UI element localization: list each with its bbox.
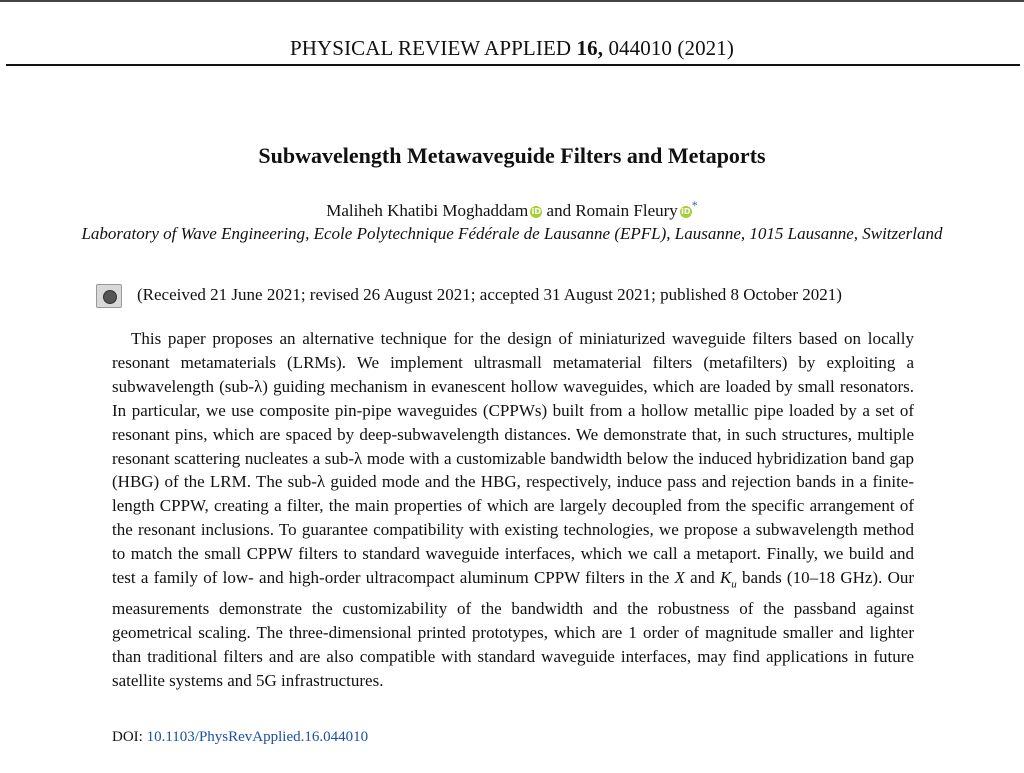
author-list [0,198,1024,221]
top-border [0,0,1024,2]
author-name[interactable]: Maliheh Khatibi Moghaddam [326,201,529,220]
author-separator: and [546,201,572,220]
paper-title: Subwavelength Metawaveguide Filters and Metaports [258,143,766,168]
publication-dates: (Received 21 June 2021; revised 26 August 2021; accepted 31 August 2021; published 8 October 2021) [137,285,842,304]
journal-name: PHYSICAL REVIEW APPLIED [290,36,572,60]
journal-header [0,36,1024,61]
doi-label: DOI: [112,729,143,745]
crossmark-icon[interactable] [96,284,122,308]
publication-history [96,284,956,310]
author-name[interactable]: Romain Fleury [575,201,678,220]
journal-volume: 16, [576,36,604,60]
header-rule [6,64,1020,66]
affiliation: Laboratory of Wave Engineering, Ecole Polytechnique Fédérale de Lausanne (EPFL), Lausanne, 1015 Lausanne, Switzerland [81,224,943,243]
orcid-icon[interactable]: iD [681,207,691,216]
orcid-icon[interactable]: iD [531,207,541,216]
abstract: This paper proposes an alternative technique for the design of miniaturized waveguide filters based on locally resonant metamaterials (LRMs). We implement ultrasmall metamaterial filters (metafilters) by exploiting a subwavelength (sub-λ) guiding mechanism in evanescent hollow waveguides, which are loaded by small resonators. In particular, we use composite pin-pipe waveguides (CPPWs) built from a hollow metallic pipe loaded by a set of resonant pins, which are spaced by deep-subwavelength distances. We demonstrate that, in such structures, multiple resonant scattering nucleates a sub-λ mode with a customizable bandwidth below the induced hybridization band gap (HBG) of the LRM. The sub-λ guided mode and the HBG, respectively, induce pass and rejection bands in a finite-length CPPW, creating a filter, the main properties of which are largely decoupled from the specific arrangement of the resonant inclusions. To guarantee compatibility with existing technologies, we propose a subwavelength method to match the small CPPW filters to standard waveguide interfaces, which we call a metaport. Finally, we build and test a family of low- and high-order ultracompact aluminum CPPW filters in the X and $K_u$ bands (10–18 GHz). Our measurements demonstrate the customizability of the bandwidth and the robustness of the passband against geometrical scaling. The three-dimensional printed prototypes, which are 1 order of magnitude smaller and lighter than traditional filters and are also compatible with standard waveguide interfaces, may find applications in future satellite systems and 5G infrastructures. [112,329,915,691]
corresponding-author-mark[interactable]: * [691,198,698,212]
article-number: 044010 (2021) [608,36,734,60]
doi-link[interactable]: 10.1103/PhysRevApplied.16.044010 [146,729,369,745]
doi-line [112,729,368,746]
